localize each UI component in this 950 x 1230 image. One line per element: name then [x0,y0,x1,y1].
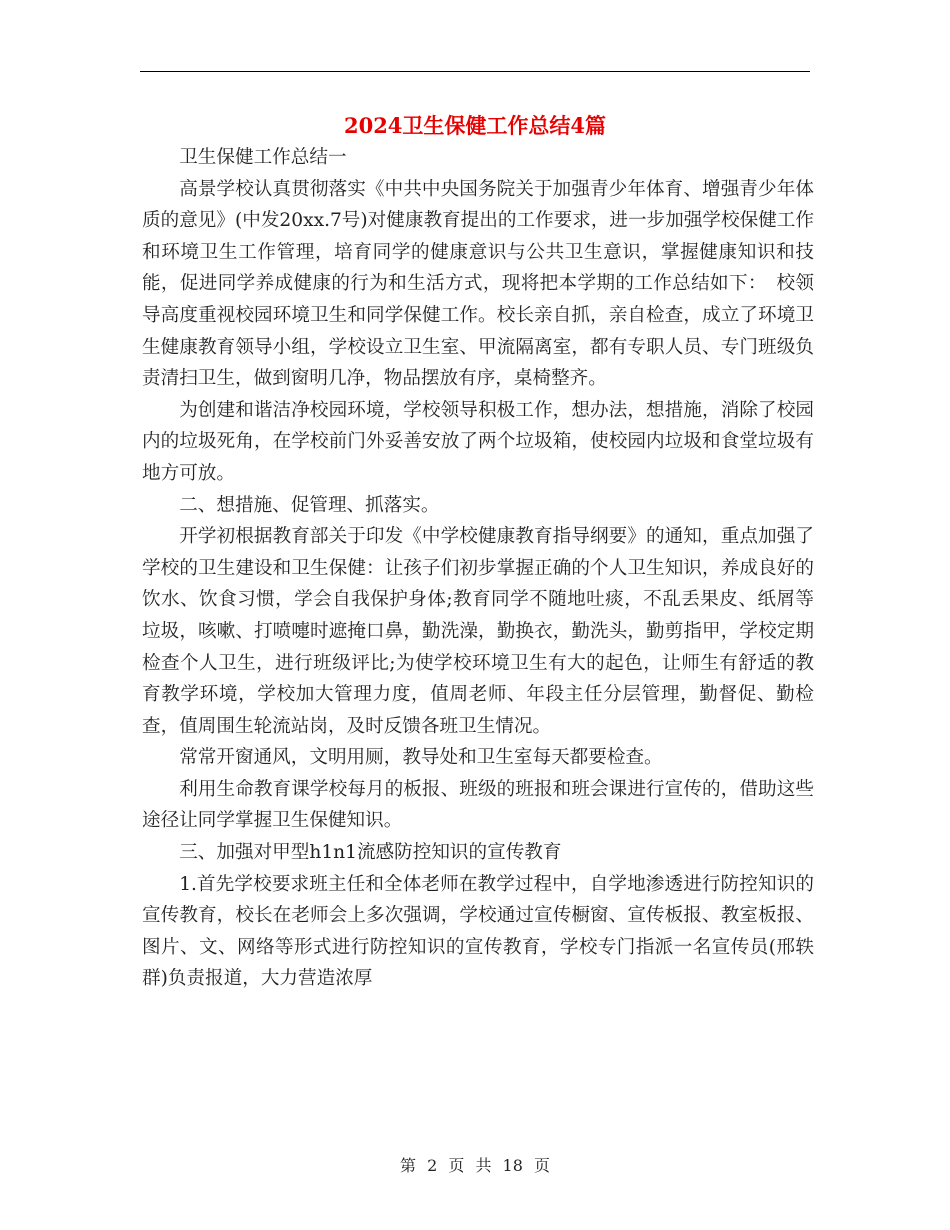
paragraph: 1.首先学校要求班主任和全体老师在教学过程中，自学地渗透进行防控知识的宣传教育，校长在老师会上多次强调，学校通过宣传橱窗、宣传板报、教室板报、图片、文、网络等形式进行防控知识的宣传教育，学校专门指派一名宣传员(邢轶群)负责报道，大力营造浓厚 [142,873,814,990]
header-rule [140,71,810,72]
paragraph: 为创建和谐洁净校园环境，学校领导积极工作，想办法，想措施，消除了校园内的垃圾死角，在学校前门外妥善安放了两个垃圾箱，使校园内垃圾和食堂垃圾有地方可放。 [142,399,814,484]
paragraph: 利用生命教育课学校每月的板报、班级的班报和班会课进行宣传的，借助这些途径让同学掌握卫生保健知识。 [142,778,814,832]
document-body [142,142,814,995]
paragraph-heading-2: 二、想措施、促管理、抓落实。 [179,494,440,516]
paragraph: 常常开窗通风，文明用厕，教导处和卫生室每天都要检查。 [179,747,663,769]
page-footer: 第 2 页 共 18 页 [400,1156,550,1175]
document-title: 2024卫生保健工作总结4篇 [343,113,607,138]
paragraph: 开学初根据教育部关于印发《中学校健康教育指导纲要》的通知，重点加强了学校的卫生建设和卫生保健：让孩子们初步掌握正确的个人卫生知识，养成良好的饮水、饮食习惯，学会自我保护身体;教育同学不随地吐痰，不乱丢果皮、纸屑等垃圾，咳嗽、打喷嚏时遮掩口鼻，勤洗澡，勤换衣，勤洗头，勤剪指甲，学校定期检查个人卫生，进行班级评比;为使学校环境卫生有大的起色，让师生有舒适的教育教学环境，学校加大管理力度，值周老师、年段主任分层管理，勤督促、勤检查，值周围生轮流站岗，及时反馈各班卫生情况。 [142,526,814,737]
paragraph-heading-3: 三、加强对甲型h1n1流感防控知识的宣传教育 [179,842,562,864]
paragraph-heading-1: 卫生保健工作总结一 [179,147,347,168]
paragraph: 高景学校认真贯彻落实《中共中央国务院关于加强青少年体育、增强青少年体质的意见》(中发20xx.7号)对健康教育提出的工作要求，进一步加强学校保健工作和环境卫生工作管理，培育同学的健康意识与公共卫生意识，掌握健康知识和技能，促进同学养成健康的行为和生活方式，现将把本学期的工作总结如下： 校领导高度重视校园环境卫生和同学保健工作。校长亲自抓，亲自检查，成立了环境卫生健康教育领导小组，学校设立卫生室、甲流隔离室，都有专职人员、专门班级负责清扫卫生，做到窗明几净，物品摆放有序，桌椅整齐。 [142,178,814,390]
